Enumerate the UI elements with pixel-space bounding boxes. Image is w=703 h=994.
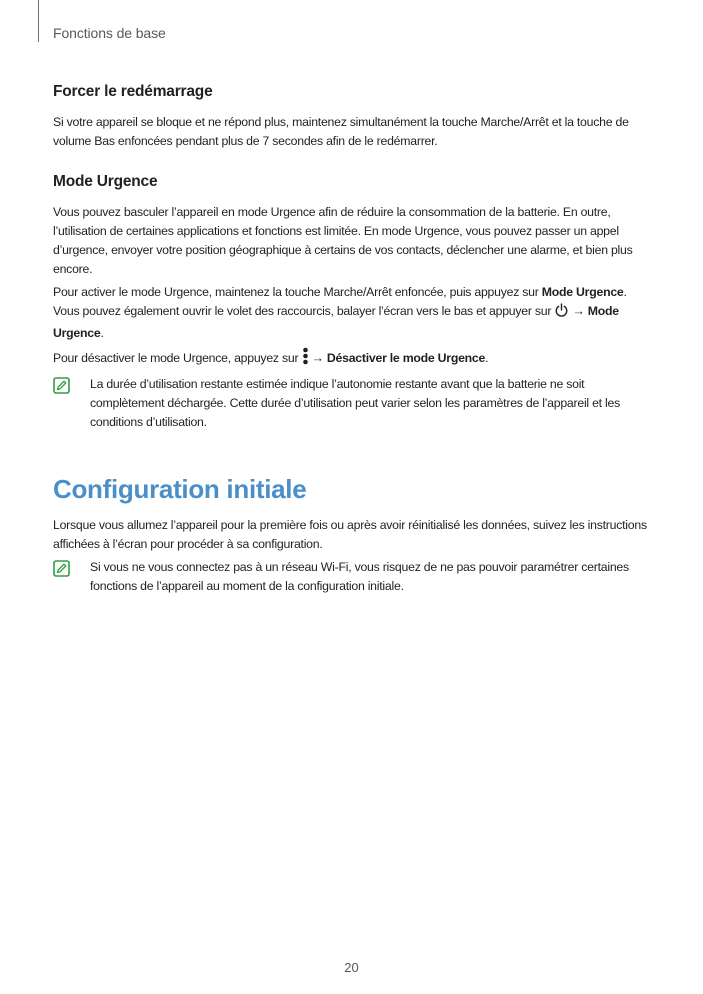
emergency-deactivate-paragraph: Pour désactiver le mode Urgence, appuyez sur → Désactiver le mode Urgence.	[53, 347, 653, 371]
note-pencil-icon	[53, 560, 69, 576]
emergency-note-text: La durée d’utilisation restante estimée indique l’autonomie restante avant que la batterie ne soit complètement déchargée. Cette durée d’utilisation peut varier selon les paramètres de l’appareil et les conditions d’utilisation.	[90, 377, 620, 429]
header-rule	[38, 0, 39, 42]
chapter-title-setup: Configuration initiale	[53, 474, 307, 504]
emergency-note	[53, 375, 653, 432]
emergency-intro-paragraph: Vous pouvez basculer l’appareil en mode Urgence afin de réduire la consommation de la batterie. En outre, l’utilisation de certaines applications et fonctions est limitée. En mode Urgence, vous pouvez passer un appel d’urgence, envoyer votre position géographique à certains de vos contacts, déclencher une alarme, et bien plus encore.	[53, 205, 633, 276]
note-pencil-icon	[53, 377, 69, 393]
section-title-restart: Forcer le redémarrage	[53, 83, 213, 100]
page-content	[53, 82, 653, 600]
setup-note-text: Si vous ne vous connectez pas à un réseau Wi-Fi, vous risquez de ne pas pouvoir paramétrer certaines fonctions de l’appareil au moment de la configuration initiale.	[90, 560, 629, 593]
section-title-emergency: Mode Urgence	[53, 173, 158, 190]
more-options-icon	[302, 347, 309, 371]
setup-note	[53, 558, 653, 596]
restart-paragraph: Si votre appareil se bloque et ne répond plus, maintenez simultanément la touche Marche/Arrêt et la touche de volume Bas enfoncées pendant plus de 7 secondes afin de le redémarrer.	[53, 115, 629, 148]
page-number: 20	[344, 960, 359, 975]
setup-paragraph: Lorsque vous allumez l’appareil pour la première fois ou après avoir réinitialisé les données, suivez les instructions affichées à l’écran pour procéder à sa configuration.	[53, 518, 647, 551]
emergency-activate-paragraph: Pour activer le mode Urgence, maintenez la touche Marche/Arrêt enfoncée, puis appuyez sur Mode Urgence. Vous pouvez également ouvrir le volet des raccourcis, balayer l’écran vers le bas et appuyer sur → Mode Urgence.	[53, 285, 627, 340]
power-icon	[554, 303, 569, 324]
running-header: Fonctions de base	[53, 25, 166, 41]
